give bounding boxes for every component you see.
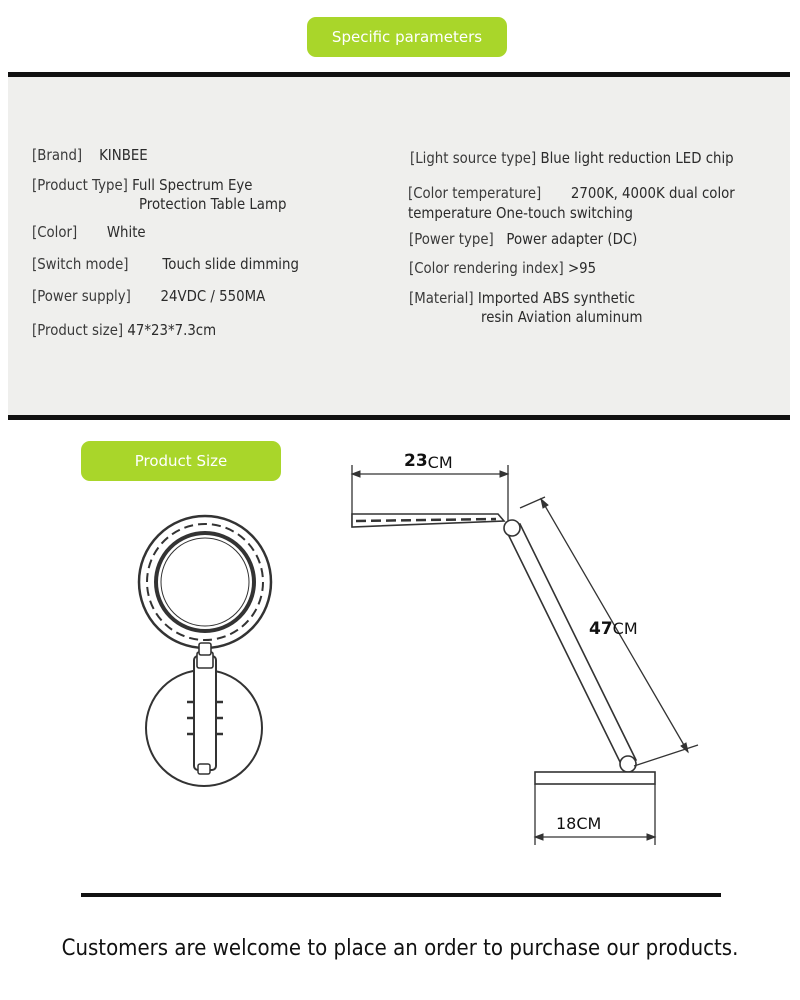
head-width-label: [404, 451, 453, 472]
spec-color-value: White: [106, 223, 146, 241]
side-view-arm: [506, 524, 636, 766]
side-view-base: [535, 772, 655, 784]
side-view-top-joint: [504, 520, 520, 536]
head-width-number: 23: [404, 451, 428, 471]
head-dim-arrow-left: [352, 471, 360, 477]
spec-product-size-label: [Product size]: [32, 321, 124, 339]
spec-product-type-label: [Product Type]: [32, 176, 128, 194]
spec-color-temperature-label: [Color temperature]: [408, 184, 542, 202]
base-dim-arrow-right: [647, 834, 655, 840]
arm-dim-ext-bottom: [634, 745, 698, 766]
spec-color-rendering-label: [Color rendering index]: [409, 259, 564, 277]
side-view-bottom-joint: [620, 756, 636, 772]
spec-light-source-value: Blue light reduction LED chip: [540, 149, 734, 167]
spec-brand-label: [Brand]: [32, 146, 83, 164]
side-view-drawing: [352, 465, 698, 845]
spec-light-source-label: [Light source type]: [410, 149, 537, 167]
product-size-header: Product Size: [81, 441, 281, 481]
spec-power-supply-value: 24VDC / 550MA: [160, 287, 266, 305]
top-view-drawing: [139, 516, 271, 786]
base-width-label: 18CM: [556, 814, 602, 833]
arm-length-number: 47: [589, 619, 613, 639]
head-width-unit: CM: [427, 453, 453, 472]
spec-switch-mode-label: [Switch mode]: [32, 255, 129, 273]
base-dim-arrow-left: [535, 834, 543, 840]
arm-length-unit: CM: [612, 619, 638, 638]
spec-product-type-value: Full Spectrum Eye: [132, 176, 253, 194]
spec-power-type-label: [Power type]: [409, 230, 494, 248]
spec-material-label: [Material]: [409, 289, 474, 307]
spec-material-value: Imported ABS synthetic: [477, 289, 636, 307]
spec-color-temperature-value: 2700K, 4000K dual color: [570, 184, 735, 202]
top-view-arm: [194, 656, 216, 770]
spec-power-supply-label: [Power supply]: [32, 287, 131, 305]
spec-product-size-value: 47*23*7.3cm: [127, 321, 217, 339]
spec-color-rendering-value: >95: [567, 259, 597, 277]
footer-divider: [81, 893, 721, 897]
top-view-head-outer: [139, 516, 271, 648]
head-dim-arrow-right: [500, 471, 508, 477]
arm-length-label: [589, 619, 638, 639]
spec-color-label: [Color]: [32, 223, 78, 241]
top-view-switch: [198, 764, 210, 774]
footer-message: Customers are welcome to place an order to purchase our products.: [61, 936, 739, 961]
top-view-head-joint: [199, 643, 211, 655]
spec-switch-mode-value: Touch slide dimming: [162, 255, 299, 273]
spec-material-line2: resin Aviation aluminum: [481, 308, 643, 326]
spec-power-type-value: Power adapter (DC): [506, 230, 638, 248]
spec-brand-value: KINBEE: [99, 146, 148, 164]
arm-dim-arrow-top: [541, 499, 548, 508]
specific-parameters-header: Specific parameters: [307, 17, 507, 57]
spec-color-temperature-line2: temperature One-touch switching: [408, 204, 633, 222]
spec-product-type-line2: Protection Table Lamp: [139, 195, 287, 213]
